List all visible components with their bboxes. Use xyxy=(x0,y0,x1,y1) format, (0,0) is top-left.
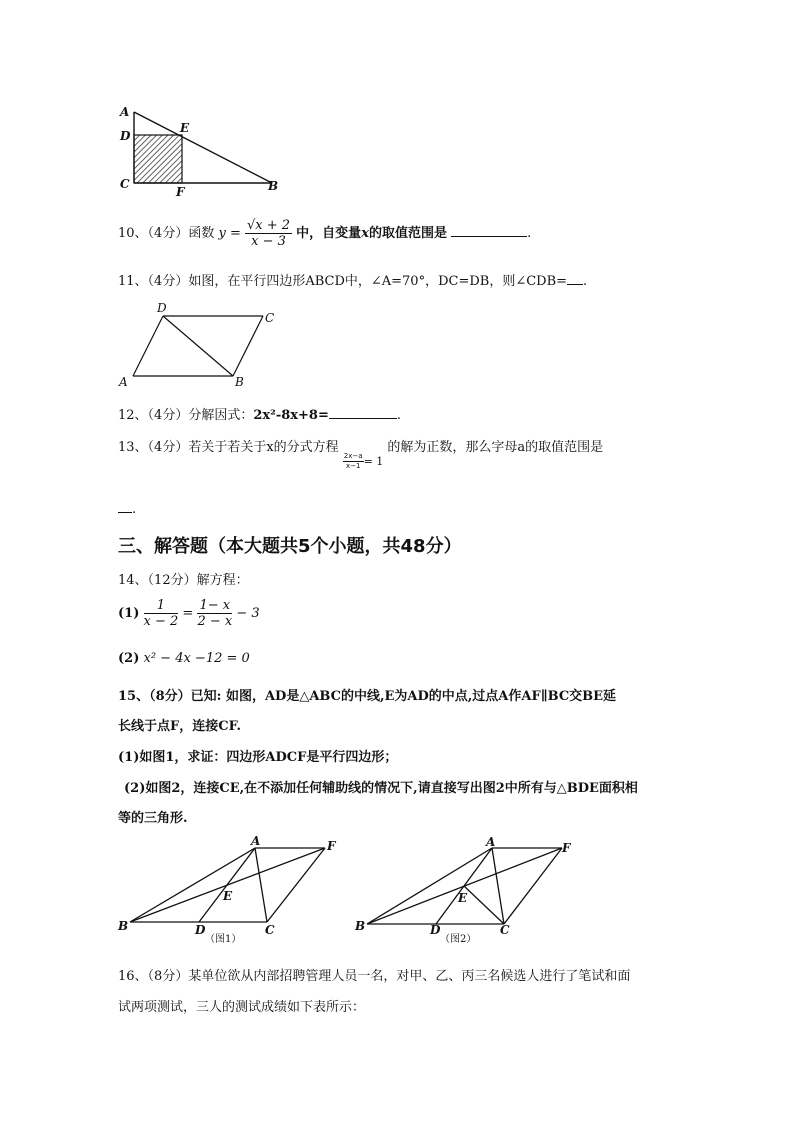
q14-p1-right-num: 1− x xyxy=(197,598,232,614)
q14-p1-label: (1) xyxy=(118,606,140,621)
parallelogram-figure xyxy=(115,300,285,390)
q13-eq: = 1 xyxy=(363,455,384,468)
question-15-line1: 15、（8分）已知: 如图，AD是△ABC的中线,E为AD的中点,过点A作AF∥BC交BE延 xyxy=(118,689,617,704)
q13-answer-line xyxy=(118,500,136,519)
label-F: F xyxy=(327,839,336,853)
label-B: B xyxy=(235,375,244,389)
figure-2-caption: （图2） xyxy=(440,934,477,945)
label-C: C xyxy=(120,177,130,191)
q13-end: . xyxy=(132,502,137,517)
q10-end: . xyxy=(527,226,532,241)
question-16-line1: 16、（8分）某单位欲从内部招聘管理人员一名，对甲、乙、丙三名候选人进行了笔试和面 xyxy=(118,969,631,984)
label-D: D xyxy=(157,301,167,315)
label-C: C xyxy=(500,923,510,937)
question-14-title: 14、（12分）解方程： xyxy=(118,573,249,588)
figure-2 xyxy=(352,836,582,948)
label-A: A xyxy=(251,834,261,848)
q10-var: x xyxy=(361,226,369,241)
label-E: E xyxy=(180,121,190,135)
label-A: A xyxy=(120,105,130,119)
question-14-part2 xyxy=(118,650,250,668)
question-12 xyxy=(118,406,401,425)
q13-text-b: 的解为正数，那么字母a的取值范围是 xyxy=(387,440,604,455)
q10-suffix-a: 中，自变量 xyxy=(296,226,362,241)
question-15-part1: (1)如图1，求证：四边形ADCF是平行四边形； xyxy=(118,750,398,765)
question-15-line2: 长线于点F，连接CF. xyxy=(118,719,242,734)
q13-frac-den: x−1 xyxy=(345,462,361,470)
q10-suffix-b: 的取值范围是 xyxy=(368,226,447,241)
q10-numerator: √x + 2 xyxy=(246,218,291,233)
question-13 xyxy=(118,438,604,470)
q14-p1-right-den: 2 − x xyxy=(197,614,233,629)
label-C: C xyxy=(265,311,275,325)
q10-fraction xyxy=(245,218,292,249)
q13-fraction xyxy=(343,452,364,471)
question-14-part1 xyxy=(118,598,260,629)
label-D: D xyxy=(430,923,441,937)
question-11 xyxy=(118,272,587,291)
label-B: B xyxy=(355,919,366,933)
q11-answer-blank[interactable] xyxy=(567,272,583,285)
label-E: E xyxy=(223,889,233,903)
question-10 xyxy=(118,218,531,249)
triangle-square-figure xyxy=(112,100,292,200)
q11-text: 11、（4分）如图，在平行四边形ABCD中，∠A=70°，DC=DB，则∠CDB= xyxy=(118,274,568,289)
question-16-line2: 试两项测试，三人的测试成绩如下表所示： xyxy=(118,1000,366,1015)
q14-p2-expr: x² − 4x −12 = 0 xyxy=(143,651,250,666)
q14-p1-tail: − 3 xyxy=(236,606,260,621)
question-15-part2-b: 等的三角形. xyxy=(118,811,188,826)
label-C: C xyxy=(265,923,275,937)
label-D: D xyxy=(120,129,131,143)
q13-text: 13、（4分）若关于若关于x的分式方程 xyxy=(118,440,339,455)
q12-end: . xyxy=(396,408,401,423)
q12-expr: 2x²-8x+8= xyxy=(253,408,329,423)
q11-end: . xyxy=(583,274,588,289)
question-15-part2-a: (2)如图2，连接CE,在不添加任何辅助线的情况下,请直接写出图2中所有与△BDE面积相 xyxy=(124,781,638,796)
section-3-title: 三、解答题（本大题共5个小题，共48分） xyxy=(118,536,462,557)
q14-p1-left-den: x − 2 xyxy=(143,614,179,629)
figure-1-caption: （图1） xyxy=(205,934,242,945)
q12-answer-blank[interactable] xyxy=(329,406,397,419)
label-A: A xyxy=(486,836,496,849)
q12-prefix: 12、（4分）分解因式： xyxy=(118,408,254,423)
label-F: F xyxy=(176,185,185,199)
q13-frac-num: 2x−a xyxy=(343,452,363,460)
figure-1 xyxy=(115,834,345,946)
q10-denominator: x − 3 xyxy=(251,234,286,249)
q13-answer-blank[interactable] xyxy=(118,500,132,513)
q14-p1-left-num: 1 xyxy=(144,598,179,614)
q14-p2-label: (2) xyxy=(118,651,140,666)
label-A: A xyxy=(119,375,128,389)
q10-prefix: 10、（4分）函数 xyxy=(118,226,215,241)
q10-answer-blank[interactable] xyxy=(451,224,527,237)
q10-y-eq: y = xyxy=(218,226,241,241)
q14-p1-right-fraction xyxy=(197,598,232,629)
q14-p1-eq: = xyxy=(182,606,194,621)
label-D: D xyxy=(195,923,206,937)
label-B: B xyxy=(118,919,129,933)
q14-p1-left-fraction xyxy=(144,598,179,629)
label-B: B xyxy=(268,179,279,193)
label-E: E xyxy=(458,891,468,905)
label-F: F xyxy=(562,841,571,855)
shaded-square xyxy=(134,135,182,183)
